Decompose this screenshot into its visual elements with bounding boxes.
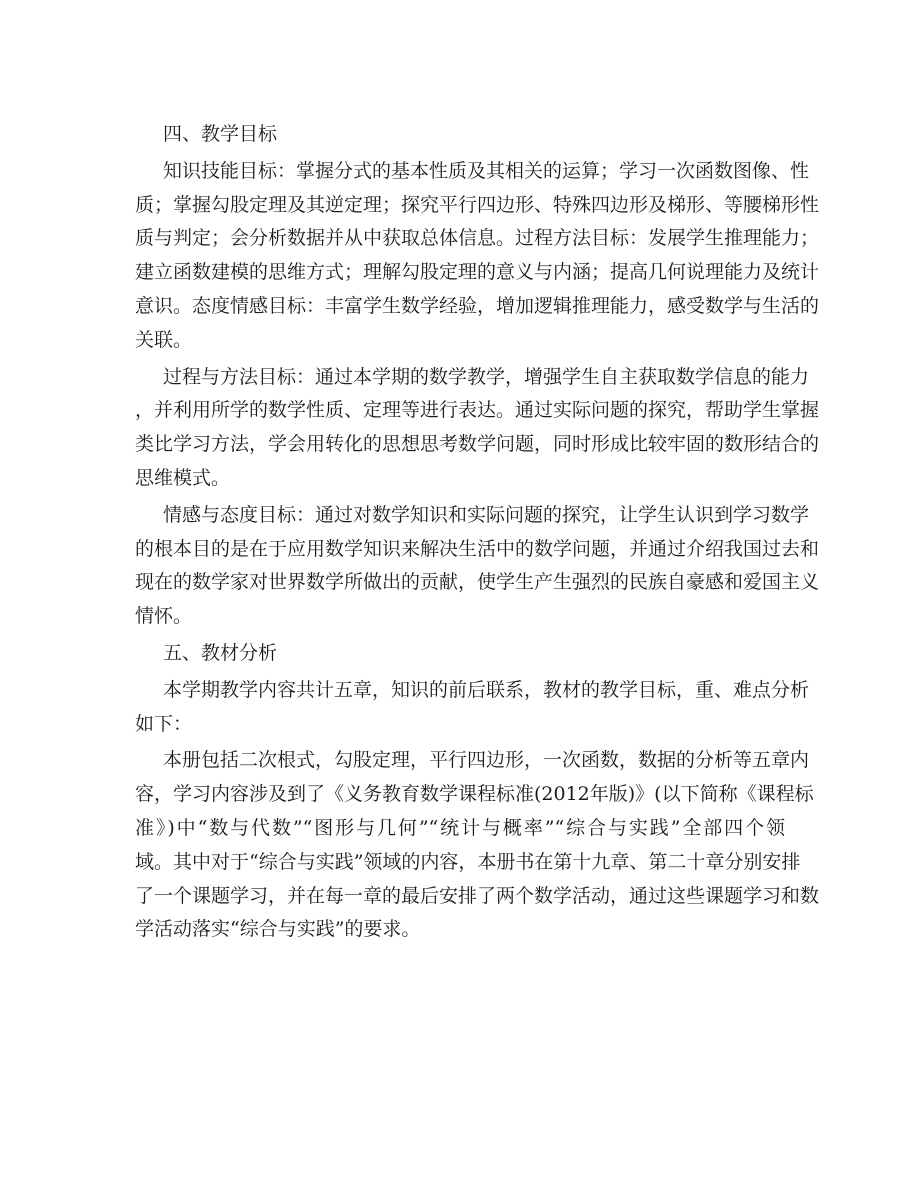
paragraph-knowledge-skills bbox=[135, 155, 820, 358]
text-line: 本册包括二次根式，勾股定理，平行四边形，一次函数，数据的分析等五章内 bbox=[163, 749, 810, 772]
text-line: 关联。 bbox=[135, 328, 193, 351]
text-line: 准》)中“数与代数”“图形与几何”“统计与概率”“综合与实践”全部四个领 bbox=[135, 816, 785, 839]
text-line: 了一个课题学习，并在每一章的最后安排了两个数学活动，通过这些课题学习和数 bbox=[135, 884, 820, 907]
text-line: 知识技能目标：掌握分式的基本性质及其相关的运算；学习一次函数图像、性 bbox=[163, 159, 810, 182]
text-line: 质与判定；会分析数据并从中获取总体信息。过程方法目标：发展学生推理能力； bbox=[135, 227, 820, 250]
text-line: 类比学习方法，学会用转化的思想思考数学问题，同时形成比较牢固的数形结合的 bbox=[135, 433, 820, 456]
text-line: 质；掌握勾股定理及其逆定理；探究平行四边形、特殊四边形及梯形、等腰梯形性 bbox=[135, 193, 820, 216]
section-heading: 四、教学目标 bbox=[163, 123, 278, 145]
text-line: 容，学习内容涉及到了《义务教育数学课程标准(2012年版)》(以下简称《课程标 bbox=[135, 783, 814, 806]
text-line: 过程与方法目标：通过本学期的数学教学，增强学生自主获取数学信息的能力 bbox=[163, 365, 810, 388]
text-line: 情怀。 bbox=[135, 605, 193, 628]
text-line: 建立函数建模的思维方式；理解勾股定理的意义与内涵；提高几何说理能力及统计 bbox=[135, 261, 820, 284]
text-line: 思维模式。 bbox=[135, 466, 231, 489]
text-line: 情感与态度目标：通过对数学知识和实际问题的探究，让学生认识到学习数学 bbox=[163, 503, 810, 526]
paragraph-content-overview bbox=[135, 674, 810, 742]
text-line: 现在的数学家对世界数学所做出的贡献，使学生产生强烈的民族自豪感和爱国主义 bbox=[135, 571, 820, 594]
text-line: 本学期教学内容共计五章，知识的前后联系，教材的教学目标，重、难点分析 bbox=[163, 678, 810, 701]
text-line: 如下： bbox=[135, 712, 193, 735]
text-line: 的根本目的是在于应用数学知识来解决生活中的数学问题，并通过介绍我国过去和 bbox=[135, 537, 820, 560]
paragraph-book-contents bbox=[135, 744, 820, 947]
text-line: ，并利用所学的数学性质、定理等进行表达。通过实际问题的探究，帮助学生掌握 bbox=[135, 399, 820, 422]
text-line: 学活动落实“综合与实践”的要求。 bbox=[135, 918, 421, 941]
text-line: 域。其中对于“综合与实践”领域的内容，本册书在第十九章、第二十章分别安排 bbox=[135, 850, 801, 873]
section-textbook-analysis bbox=[135, 637, 820, 947]
section-heading: 五、教材分析 bbox=[163, 641, 278, 664]
paragraph-emotion-attitude bbox=[135, 499, 820, 634]
text-line: 意识。态度情感目标：丰富学生数学经验，增加逻辑推理能力，感受数学与生活的 bbox=[135, 294, 820, 317]
section-teaching-goals bbox=[135, 118, 820, 634]
paragraph-process-methods bbox=[135, 361, 820, 496]
